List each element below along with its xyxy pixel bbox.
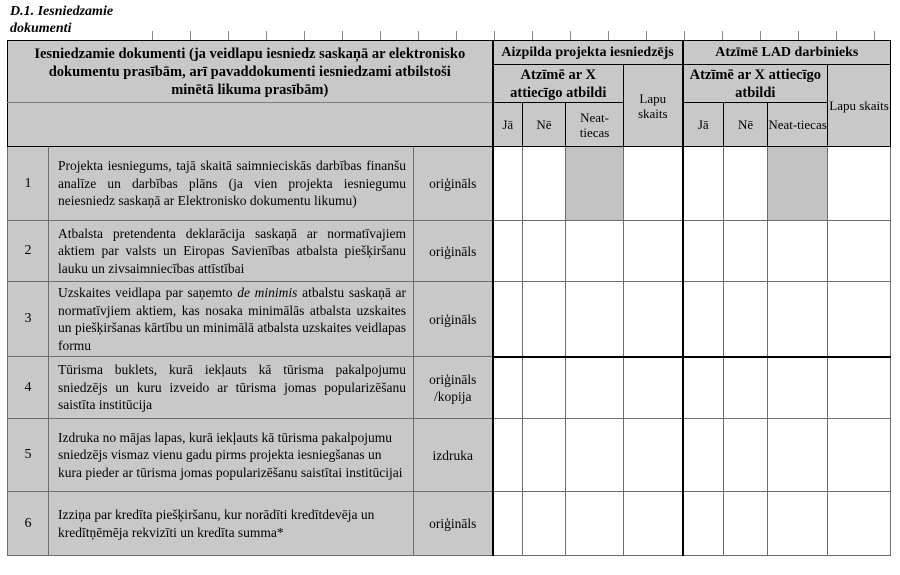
row-doc-type: oriģināls — [414, 221, 493, 282]
applicant-neat-cell[interactable] — [566, 492, 624, 556]
lad-ne-cell[interactable] — [724, 282, 768, 357]
lad-ja-cell[interactable] — [683, 221, 724, 282]
row-number: 2 — [8, 221, 49, 282]
applicant-ne-cell[interactable] — [523, 147, 566, 221]
lad-neat-cell[interactable] — [768, 492, 828, 556]
lad-lapu-cell[interactable] — [828, 221, 891, 282]
table-row-2 — [8, 221, 891, 282]
table-row-5 — [8, 419, 891, 492]
lad-ja-cell[interactable] — [683, 357, 724, 419]
applicant-ne-cell[interactable] — [523, 419, 566, 492]
applicant-neat-cell[interactable] — [566, 419, 624, 492]
row-number: 5 — [8, 419, 49, 492]
applicant-lapu-cell[interactable] — [624, 492, 683, 556]
lad-na-header: Neat-tiecas — [768, 103, 828, 147]
lad-yes-header: Jā — [683, 103, 724, 147]
lad-ja-cell[interactable] — [683, 282, 724, 357]
row-description: Atbalsta pretendenta deklarācija saskaņā ar normatīvajiem aktiem par valsts un Eiropas Savienības atbalsta piešķiršanu lauku un zivsaimniecības attīstībai — [49, 221, 414, 282]
applicant-ja-cell[interactable] — [493, 147, 523, 221]
lad-neat-cell[interactable] — [768, 221, 828, 282]
lad-section-header: Atzīmē LAD darbinieks — [683, 41, 891, 65]
applicant-lapu-cell[interactable] — [624, 221, 683, 282]
clipped-row-ticks — [115, 31, 890, 40]
page-title — [10, 3, 113, 37]
header-row-sections — [8, 41, 891, 65]
de-minimis-italic: de minimis — [237, 285, 298, 300]
lad-no-header: Nē — [724, 103, 768, 147]
lad-lapu-cell[interactable] — [828, 282, 891, 357]
lad-lapu-cell[interactable] — [828, 492, 891, 556]
applicant-ne-cell[interactable] — [523, 221, 566, 282]
page-title-line2: dokumenti — [10, 21, 72, 36]
applicant-section-header: Aizpilda projekta iesniedzējs — [493, 41, 683, 65]
row-description: Projekta iesniegums, tajā skaitā saimnieciskās darbības finanšu analīze un darbības plāns (ja vien projekta iesniegumu neiesniedz saskaņā ar Elektronisko dokumentu likumu) — [49, 147, 414, 221]
applicant-ja-cell[interactable] — [493, 357, 523, 419]
left-empty-cell — [8, 103, 493, 147]
row-description: Uzskaites veidlapa par saņemto de minimis atbalstu saskaņā ar normatīvjiem aktiem, kas nosaka minimālās atbalsta uzskaites un piešķiršanas kārtību un minimālā atbalsta uzskaites veidlapas formu — [49, 282, 414, 357]
applicant-lapu-cell[interactable] — [624, 419, 683, 492]
applicant-ne-cell[interactable] — [523, 492, 566, 556]
lad-ne-cell[interactable] — [724, 357, 768, 419]
lad-ja-cell[interactable] — [683, 419, 724, 492]
applicant-ne-cell[interactable] — [523, 357, 566, 419]
documents-column-header: Iesniedzamie dokumenti (ja veidlapu iesniedz saskaņā ar elektronisko dokumentu prasībām, arī pavaddokumenti iesniedzami atbilstoši minētā likuma prasībām) — [8, 41, 493, 103]
applicant-neat-cell[interactable] — [566, 357, 624, 419]
row-doc-type: oriģināls — [414, 492, 493, 556]
table-row-3 — [8, 282, 891, 357]
table-row-1 — [8, 147, 891, 221]
lad-neat-cell[interactable] — [768, 419, 828, 492]
applicant-ja-cell[interactable] — [493, 492, 523, 556]
documents-table — [7, 40, 891, 556]
lad-ja-cell[interactable] — [683, 147, 724, 221]
applicant-ja-cell[interactable] — [493, 282, 523, 357]
applicant-neat-cell — [566, 147, 624, 221]
applicant-ne-cell[interactable] — [523, 282, 566, 357]
row-description: Tūrisma buklets, kurā iekļauts kā tūrisma pakalpojumu sniedzējs un kuru izveido ar tūrisma jomas popularizēšanu saistīta institūcija — [49, 357, 414, 419]
lad-lapu-cell[interactable] — [828, 419, 891, 492]
lad-ja-cell[interactable] — [683, 492, 724, 556]
applicant-neat-cell[interactable] — [566, 221, 624, 282]
applicant-ja-cell[interactable] — [493, 419, 523, 492]
row-doc-type: oriģināls — [414, 147, 493, 221]
row-doc-type: izdruka — [414, 419, 493, 492]
row-description: Izdruka no mājas lapas, kurā iekļauts kā tūrisma pakalpojumu sniedzējs vismaz vienu gadu pirms projekta iesniegšanas un kura pieder ar tūrisma jomas popularizēšanu saistītai institūcijai — [49, 419, 414, 492]
lad-pages-header: Lapu skaits — [828, 65, 891, 147]
lad-ne-cell[interactable] — [724, 492, 768, 556]
row-number: 6 — [8, 492, 49, 556]
lad-mark-header: Atzīmē ar X attiecīgo atbildi — [683, 65, 828, 103]
applicant-neat-cell[interactable] — [566, 282, 624, 357]
row-doc-type: oriģināls — [414, 282, 493, 357]
page-title-line1: D.1. Iesniedzamie — [10, 4, 114, 19]
lad-neat-cell[interactable] — [768, 282, 828, 357]
table-row-6 — [8, 492, 891, 556]
applicant-ja-cell[interactable] — [493, 221, 523, 282]
lad-ne-cell[interactable] — [724, 147, 768, 221]
row-number: 4 — [8, 357, 49, 419]
lad-lapu-cell[interactable] — [828, 357, 891, 419]
header-row-answers — [8, 103, 891, 147]
lad-lapu-cell[interactable] — [828, 147, 891, 221]
applicant-lapu-cell[interactable] — [624, 357, 683, 419]
applicant-yes-header: Jā — [493, 103, 523, 147]
row-number: 1 — [8, 147, 49, 221]
applicant-no-header: Nē — [523, 103, 566, 147]
applicant-lapu-cell[interactable] — [624, 282, 683, 357]
row-number: 3 — [8, 282, 49, 357]
lad-neat-cell — [768, 147, 828, 221]
applicant-na-header: Neat-tiecas — [566, 103, 624, 147]
lad-ne-cell[interactable] — [724, 419, 768, 492]
lad-ne-cell[interactable] — [724, 221, 768, 282]
row-description: Izziņa par kredīta piešķiršanu, kur norādīti kredītdevēja un kredītņēmēja rekvizīti un kredīta summa* — [49, 492, 414, 556]
table-row-4 — [8, 357, 891, 419]
applicant-lapu-cell[interactable] — [624, 147, 683, 221]
row-doc-type: oriģināls /kopija — [414, 357, 493, 419]
applicant-pages-header: Lapu skaits — [624, 65, 683, 147]
applicant-mark-header: Atzīmē ar X attiecīgo atbildi — [493, 65, 624, 103]
lad-neat-cell[interactable] — [768, 357, 828, 419]
